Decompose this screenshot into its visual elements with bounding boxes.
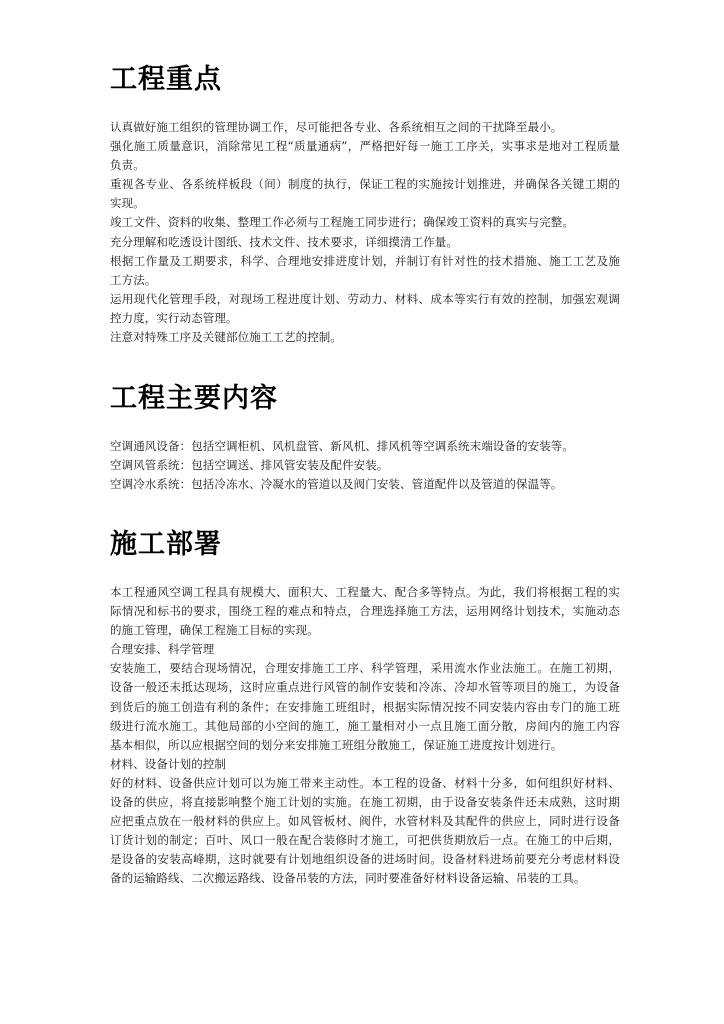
paragraph: 空调风管系统：包括空调送、排风管安装及配件安装。	[110, 458, 389, 473]
paragraph: 注意对特殊工序及关键部位施工工艺的控制。	[110, 330, 342, 345]
subheading: 合理安排、科学管理	[110, 642, 215, 657]
section-title: 施工部署	[110, 529, 222, 560]
section-key-points	[110, 64, 620, 347]
paragraph: 充分理解和吃透设计图纸、技术文件、技术要求，详细摸清工作量。	[110, 234, 458, 249]
subheading: 材料、设备计划的控制	[110, 756, 226, 771]
section-deployment	[110, 529, 620, 889]
paragraph: 本工程通风空调工程具有规模大、面积大、工程量大、配合多等特点。为此，我们将根据工程的实际情况和标书的要求，围绕工程的难点和特点，合理选择施工方法，运用网络计划技术，实施动态的施工管理，确保工程施工目标的实现。	[110, 585, 620, 638]
paragraph: 重视各专业、各系统样板段（间）制度的执行，保证工程的实施按计划推进，并确保各关键工期的实现。	[110, 177, 620, 211]
paragraph: 认真做好施工组织的管理协调工作，尽可能把各专业、各系统相互之间的干扰降至最小。	[110, 120, 563, 134]
paragraph: 安装施工，要结合现场情况，合理安排施工工序、科学管理，采用流水作业法施工。在施工初期，设备一般还未抵达现场，这时应重点进行风管的制作安装和冷冻、冷却水管等项目的施工，为设备到货后的施工创造有利的条件；在安排施工班组时，根据实际情况按不同安装内容由专门的施工班级进行流水施工。其他局部的小空间的施工，施工量相对小一点且施工面分散，房间内的施工内容基本相似，所以应根据空间的划分来安排施工班组分散施工，保证施工进度按计划进行。	[110, 661, 620, 752]
section-title: 工程重点	[110, 64, 222, 95]
paragraph: 好的材料、设备供应计划可以为施工带来主动性。本工程的设备、材料十分多，如何组织好材料、设备的供应，将直接影响整个施工计划的实施。在施工初期，由于设备安装条件还未成熟，这时期应把重点放在一般材料的供应上。如风管板材、阀件，水管材料及其配件的供应上，同时进行设备订货计划的制定；百叶、风口一般在配合装修时才施工，可把供货期放后一点。在施工的中后期，是设备的安装高峰期，这时就要有计划地组织设备的进场时间。设备材料进场前要充分考虑材料设备的运输路线、二次搬运路线、设备吊装的方法，同时要准备好材料设备运输、吊装的工具。	[110, 775, 620, 886]
section-title: 工程主要内容	[110, 383, 278, 414]
section-main-content	[110, 383, 620, 494]
paragraph: 根据工作量及工期要求，科学、合理地安排进度计划，并制订有针对性的技术措施、施工工艺及施工方法。	[110, 253, 620, 287]
paragraph: 强化施工质量意识，消除常见工程“质量通病”，严格把好每一施工工序关，实事求是地对工程质量负责。	[110, 139, 620, 173]
paragraph: 空调冷水系统：包括冷冻水、冷凝水的管道以及阀门安装、管道配件以及管道的保温等。	[110, 477, 563, 492]
paragraph: 空调通风设备：包括空调柜机、风机盘管、新风机、排风机等空调系统末端设备的安装等。	[110, 439, 574, 453]
paragraph: 竣工文件、资料的收集、整理工作必须与工程施工同步进行；确保竣工资料的真实与完整。	[110, 215, 574, 230]
paragraph: 运用现代化管理手段，对现场工程进度计划、劳动力、材料、成本等实行有效的控制，加强宏观调控力度，实行动态管理。	[110, 291, 620, 325]
